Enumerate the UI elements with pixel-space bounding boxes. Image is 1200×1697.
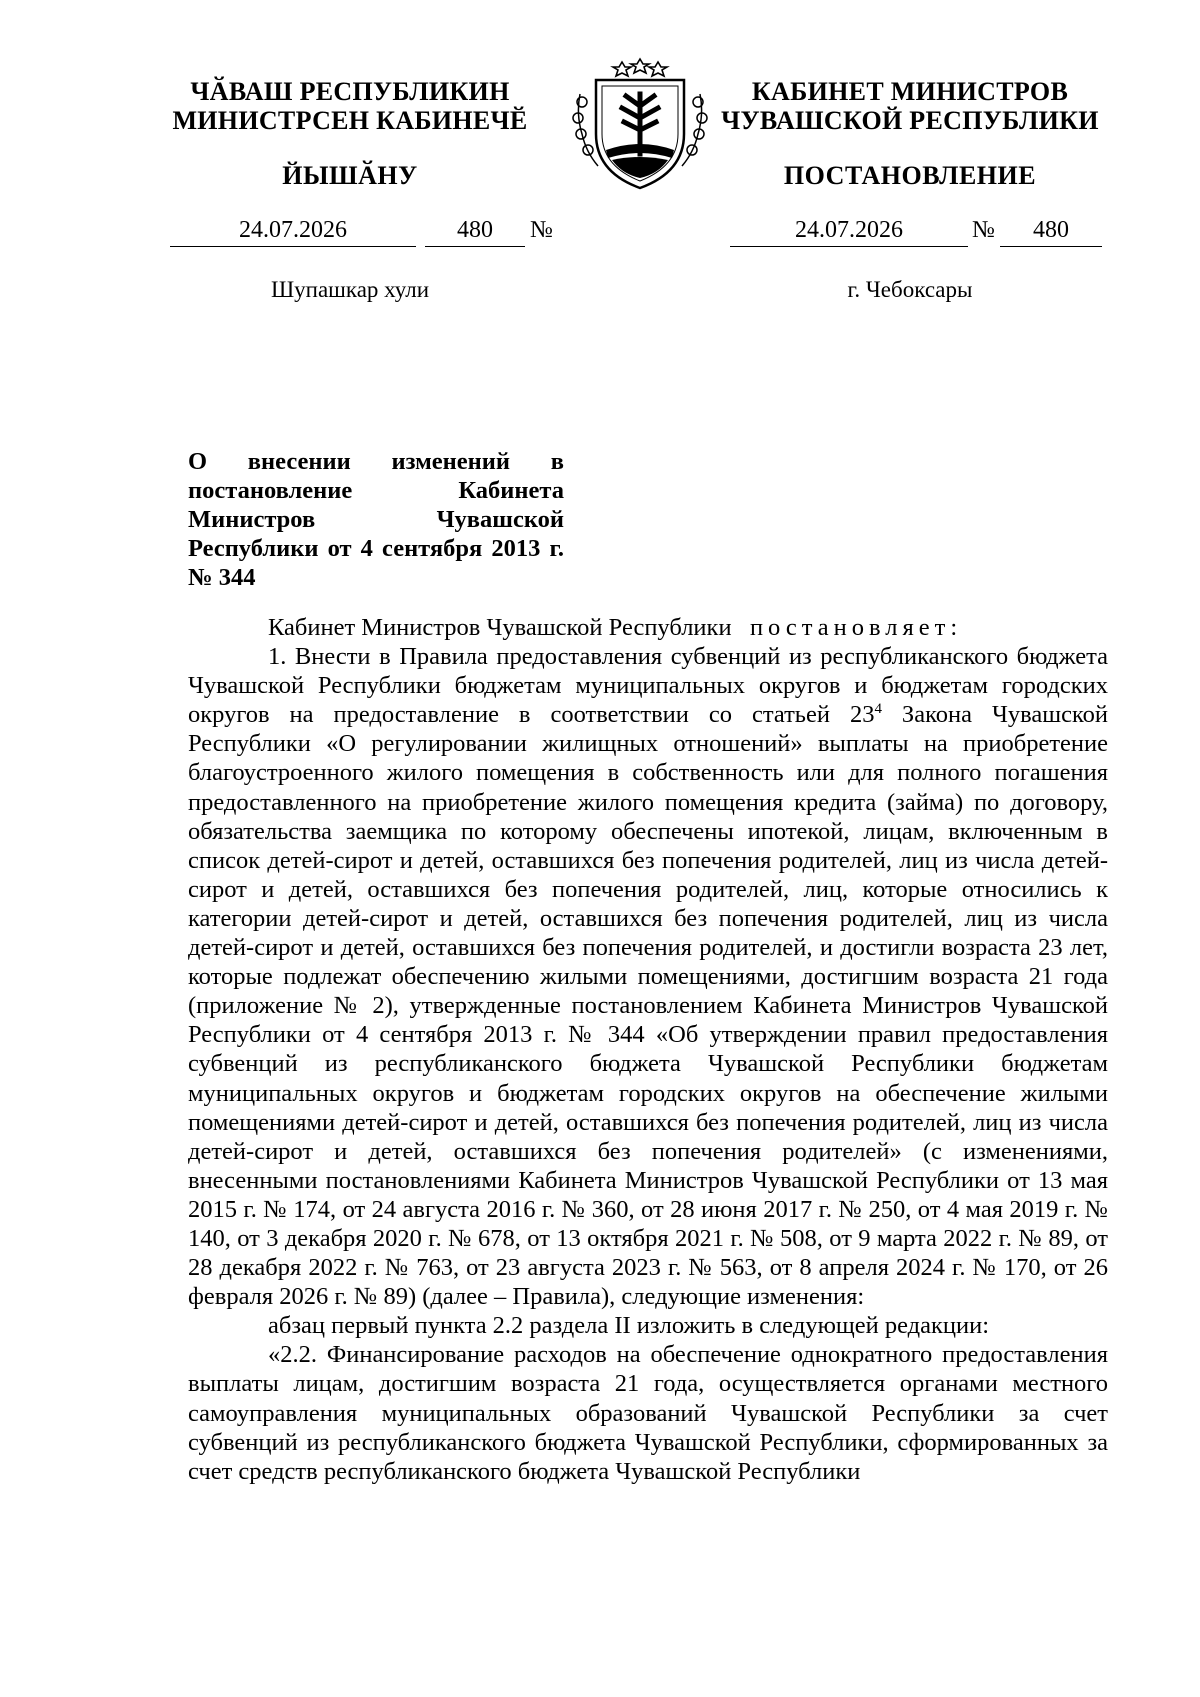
paragraph-1-part2: Закона Чувашской Республики «О регулировании жилищных отношений» выплаты на приобретение благоустроенного жилого помещения в собственность или для полного погашения предоставленного на приобретение жилого помещения кредита (займа) по договору, обязательства заемщика по которому обеспечены ипотекой, лицам, включенным в список детей-сирот и детей, оставшихся без попечения родителей, лиц из числа детей-сирот и детей, оставшихся без попечения родителей, лиц, которые относились к категории детей-сирот и детей, оставшихся без попечения родителей, лиц из числа детей-сирот и детей, оставшихся без попечения родителей, и достигли возраста 23 лет, которые подлежат обеспечению жилыми помещениями, достигшим возраста 21 года (приложение № 2), утвержденные постановлением Кабинета Министров Чувашской Республики от 4 сентября 2013 г. № 344 «Об утверждении правил предоставления субвенций из республиканского бюджета Чувашской Республики бюджетам муниципальных округов и бюджетам городских округов на обеспечение жилыми помещениями детей-сирот и детей, оставшихся без попечения родителей, лиц из числа детей-сирот и детей, оставшихся без попечения родителей» (с изменениями, внесенными постановлениями Кабинета Министров Чувашской Республики от 13 мая 2015 г. № 174, от 24 августа 2016 г. № 360, от 28 июня 2017 г. № 250, от 4 мая 2019 г. № 140, от 3 декабря 2020 г. № 678, от 13 октября 2021 г. № 508, от 9 марта 2022 г. № 89, от 28 декабря 2022 г. № 763, от 23 августа 2023 г. № 563, от 8 апреля 2024 г. № 170, от 26 февраля 2026 г. № 89) (далее – Правила), следующие изменения: xyxy=(188,701,1108,1311)
paragraph-2: абзац первый пункта 2.2 раздела II изложить в следующей редакции: xyxy=(268,1312,990,1340)
document-body xyxy=(188,613,1108,1486)
place-left: Шупашкар хули xyxy=(270,277,430,302)
date-left: 24.07.2026 xyxy=(170,217,416,247)
number-sign-right: № xyxy=(972,217,995,243)
paragraph-1-part1: 1. Внести в Правила предоставления субвенций из республиканского бюджета Чувашской Республики бюджетам муниципальных округов и бюджетам городских округов на предоставление в соответствии со статьей 23 xyxy=(188,643,1108,729)
doc-type-right: ПОСТАНОВЛЕНИЕ xyxy=(783,161,1037,190)
header-left-line1: ЧӐВАШ РЕСПУБЛИКИН xyxy=(190,77,510,106)
header-right-line1: КАБИНЕТ МИНИСТРОВ xyxy=(751,77,1069,106)
doc-type-left: ЙЫШӐНУ xyxy=(282,161,418,190)
header-right xyxy=(700,77,1120,135)
number-sign-left: № xyxy=(530,217,553,243)
paragraph-1 xyxy=(188,642,1108,1311)
date-line-right xyxy=(0,217,1200,247)
document-subject: О внесении изменений в постановление Кабинета Министров Чувашской Республики от 4 сентября 2013 г. № 344 xyxy=(188,448,564,591)
paragraph-1-superscript: 4 xyxy=(874,701,882,718)
paragraph-3: «2.2. Финансирование расходов на обеспечение однократного предоставления выплаты лицам, достигшим возраста 21 года, осуществляется органами местного самоуправления муниципальных образований Чувашской Республики за счет субвенций из республиканского бюджета Чувашской Республики, сформированных за счет средств республиканского бюджета Чувашской Республики xyxy=(188,1341,1108,1485)
intro-prefix: Кабинет Министров Чувашской Республики xyxy=(268,614,732,641)
intro-verb: постановляет: xyxy=(749,614,963,641)
chuvash-republic-emblem-icon xyxy=(566,54,714,194)
header-left-line2: МИНИСТРСЕН КАБИНЕЧӖ xyxy=(172,106,528,135)
intro-paragraph xyxy=(188,613,1108,642)
number-left: 480 xyxy=(425,217,525,247)
header-right-line2: ЧУВАШСКОЙ РЕСПУБЛИКИ xyxy=(721,106,1099,135)
date-right: 24.07.2026 xyxy=(730,217,968,247)
header-left xyxy=(170,77,530,135)
number-right: 480 xyxy=(1000,217,1102,247)
place-right: г. Чебоксары xyxy=(847,277,973,302)
